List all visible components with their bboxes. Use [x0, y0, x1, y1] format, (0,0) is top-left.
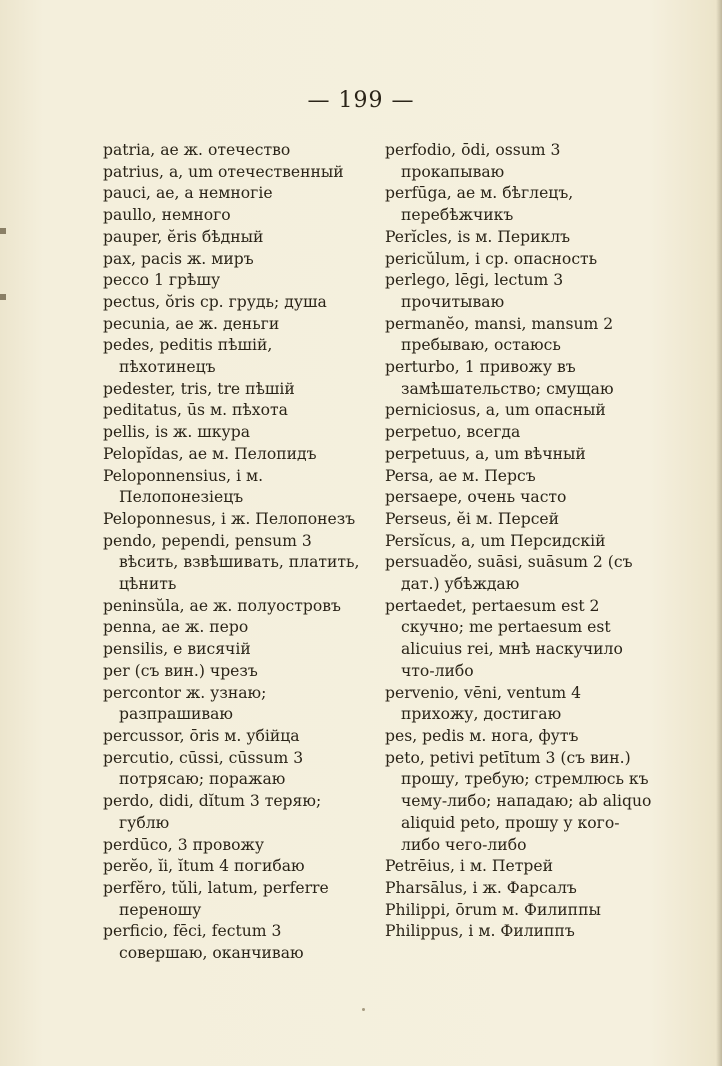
dictionary-entry: perfūga, ae м. бѣглецъ, перебѣжчикъ: [385, 184, 574, 225]
dictionary-entry: perficio, fēci, fectum 3 совершаю, оканчиваю: [103, 922, 304, 963]
dictionary-entry: perlego, lēgi, lectum 3 прочитываю: [385, 271, 564, 311]
dictionary-entry: pedes, peditis пѣшій, пѣхотинецъ: [103, 336, 273, 377]
dictionary-entry: Perseus, ĕi м. Персей: [385, 509, 560, 528]
dictionary-entry: pendo, pependi, pensum 3 вѣсить, взвѣшивать, платить, цѣнить: [103, 531, 360, 594]
dictionary-entry: penna, ae ж. перо: [103, 618, 249, 637]
dictionary-entry: Petrēius, i м. Петрей: [385, 857, 553, 876]
dictionary-entry: perdo, didi, dĭtum 3 теряю; гублю: [103, 792, 322, 832]
page-edge-shadow: [716, 0, 722, 1066]
dictionary-entry: permanĕo, mansi, mansum 2 пребываю, остаюсь: [385, 314, 614, 355]
dictionary-entry: persuadĕo, suāsi, suāsum 2 (съ дат.) убѣждаю: [385, 553, 633, 594]
dictionary-entry: perdūco, 3 провожу: [103, 835, 265, 854]
speck: [362, 1008, 365, 1011]
dictionary-entry: pedester, tris, tre пѣшій: [103, 379, 295, 398]
dictionary-entry: pauper, ĕris бѣдный: [103, 227, 264, 246]
dictionary-entry: pertaedet, pertaesum est 2 скучно; me pertaesum est alicuius rei, мнѣ наскучило что-либо: [385, 596, 623, 680]
dictionary-entry: perpetuo, всегда: [385, 423, 521, 442]
dictionary-entry: Persĭcus, a, um Персидскій: [385, 531, 606, 550]
page-number: — 199 —: [307, 88, 415, 113]
dictionary-entry: perfĕro, tŭli, latum, perferre переношу: [103, 878, 329, 919]
dictionary-entry: patrius, a, um отечественный: [103, 162, 344, 181]
margin-mark: [0, 294, 6, 300]
dictionary-entry: percussor, ōris м. убійца: [103, 726, 300, 745]
dictionary-entry: pes, pedis м. нога, футъ: [385, 726, 579, 745]
left-column: [103, 140, 371, 965]
dictionary-entry: Philippi, ōrum м. Филиппы: [385, 900, 601, 919]
dictionary-entry: persaepe, очень часто: [385, 488, 567, 507]
dictionary-entry: Perĭcles, is м. Периклъ: [385, 227, 571, 246]
dictionary-entry: perniciosus, a, um опасный: [385, 401, 606, 420]
dictionary-entry: perfodio, ōdi, ossum 3 прокапываю: [385, 141, 561, 181]
dictionary-entry: paullo, немного: [103, 206, 231, 225]
dictionary-entry: pecunia, ae ж. деньги: [103, 314, 280, 333]
dictionary-entry: peditatus, ūs м. пѣхота: [103, 401, 288, 420]
dictionary-entry: Pelopĭdas, ae м. Пелопидъ: [103, 444, 317, 463]
dictionary-entry: pauci, ae, a немногіе: [103, 184, 273, 203]
dictionary-entry: pectus, ŏris ср. грудь; душа: [103, 292, 327, 311]
dictionary-entry: Peloponnensius, i м. Пелопонезіецъ: [103, 466, 264, 507]
dictionary-entry: Persa, ae м. Персъ: [385, 466, 536, 485]
dictionary-entry: pericŭlum, i ср. опасность: [385, 249, 598, 268]
dictionary-entry: perpetuus, a, um вѣчный: [385, 444, 586, 463]
dictionary-entry: pervenio, vēni, ventum 4 прихожу, достигаю: [385, 683, 582, 724]
dictionary-entry: percontor ж. узнаю; разпрашиваю: [103, 683, 267, 724]
dictionary-entry: per (съ вин.) чрезъ: [103, 661, 258, 680]
dictionary-entry: peninsŭla, ae ж. полуостровъ: [103, 596, 341, 615]
dictionary-entry: pensilis, e висячій: [103, 640, 251, 659]
margin-mark: [0, 228, 6, 234]
dictionary-entry: peto, petivi petītum 3 (съ вин.) прошу, требую; стремлюсь къ чему-либо; нападаю; ab aliquo aliquid peto, прошу у кого-либо чего-либо: [385, 748, 652, 854]
dictionary-entry: pax, pacis ж. миръ: [103, 249, 254, 268]
dictionary-entry: Philippus, i м. Филиппъ: [385, 922, 575, 941]
dictionary-entry: pellis, is ж. шкура: [103, 423, 250, 442]
dictionary-entry: patria, ae ж. отечество: [103, 141, 291, 159]
dictionary-entry: Peloponnesus, i ж. Пелопонезъ: [103, 509, 356, 528]
right-column: [385, 140, 655, 943]
dictionary-entry: percutio, cūssi, cūssum 3 потрясаю; поражаю: [103, 748, 304, 789]
dictionary-entry: pecco 1 грѣшу: [103, 271, 221, 290]
dictionary-entry: perturbo, 1 привожу въ замѣшательство; смущаю: [385, 358, 614, 398]
dictionary-entry: perĕo, ĭi, ĭtum 4 погибаю: [103, 857, 305, 876]
dictionary-entry: Pharsālus, i ж. Фарсалъ: [385, 878, 577, 897]
